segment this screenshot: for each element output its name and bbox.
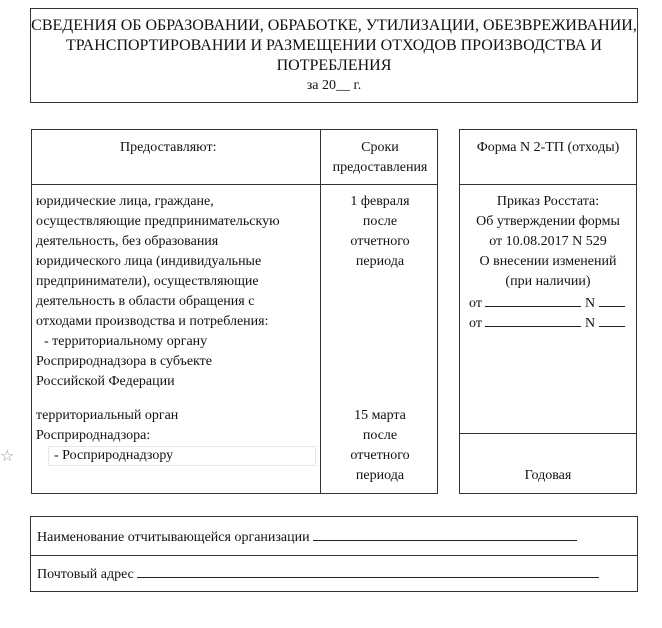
amendment-number-label: N bbox=[584, 316, 596, 331]
organization-box bbox=[30, 516, 638, 592]
deadline-text-line: 1 февраля bbox=[350, 194, 410, 209]
amendment-from-label: от bbox=[469, 316, 482, 331]
provider-text-line: - территориальному органу bbox=[44, 334, 208, 349]
form-title-line: СВЕДЕНИЯ ОБ ОБРАЗОВАНИИ, ОБРАБОТКЕ, УТИЛИЗАЦИИ, ОБЕЗВРЕЖИВАНИИ, bbox=[31, 17, 637, 34]
order-line: О внесении изменений bbox=[479, 254, 617, 269]
provider-text-line: Росприроднадзора в субъекте bbox=[36, 354, 212, 369]
provider-text-line: деятельность в области обращения с bbox=[36, 294, 255, 309]
periodicity: Годовая bbox=[524, 468, 572, 483]
order-line: Приказ Росстата: bbox=[496, 194, 600, 209]
header-divider bbox=[32, 184, 437, 185]
provider-text-line: Российской Федерации bbox=[36, 374, 175, 389]
amendment-number-field[interactable] bbox=[599, 292, 625, 307]
amendment-line bbox=[469, 312, 625, 334]
amendment-line bbox=[469, 292, 625, 314]
form-year: за 20__ г. bbox=[306, 78, 362, 93]
form-title bbox=[31, 16, 637, 96]
form-title-line: ТРАНСПОРТИРОВАНИИ И РАЗМЕЩЕНИИ ОТХОДОВ ПРОИЗВОДСТВА И bbox=[66, 37, 602, 54]
star-outline-icon[interactable]: ☆ bbox=[0, 446, 15, 465]
editable-field-outline bbox=[48, 446, 316, 466]
order-line: Об утверждении формы bbox=[476, 214, 620, 229]
amendment-date-field[interactable] bbox=[485, 312, 581, 327]
form-info-box bbox=[459, 129, 637, 494]
provider-text-line: юридического лица (индивидуальные bbox=[36, 254, 262, 269]
provider-text-line: территориальный орган bbox=[36, 408, 179, 423]
deadline-text-line: периода bbox=[355, 468, 405, 483]
provider-text-line: юридические лица, граждане, bbox=[36, 194, 214, 209]
provider-text-line: деятельность, без образования bbox=[36, 234, 219, 249]
provider-text-line: осуществляющие предпринимательскую bbox=[36, 214, 280, 229]
deadline-text-line: 15 марта bbox=[354, 408, 406, 423]
amendment-date-field[interactable] bbox=[485, 292, 581, 307]
amendment-from-label: от bbox=[469, 296, 482, 311]
order-line: от 10.08.2017 N 529 bbox=[489, 234, 607, 249]
provider-text-line: предприниматели), осуществляющие bbox=[36, 274, 259, 289]
deadline-text-line: после bbox=[362, 214, 398, 229]
deadline-text-line: отчетного bbox=[350, 448, 410, 463]
form-box-divider bbox=[460, 433, 636, 434]
providers-header: Предоставляют: bbox=[120, 140, 217, 155]
postal-address-label: Почтовый адрес bbox=[37, 567, 134, 582]
organization-name-row bbox=[37, 526, 577, 548]
deadline-text-line: после bbox=[362, 428, 398, 443]
postal-address-row bbox=[37, 563, 599, 585]
organization-name-field[interactable] bbox=[313, 526, 577, 541]
deadlines-header-line: Сроки bbox=[361, 140, 399, 155]
postal-address-field[interactable] bbox=[137, 563, 599, 578]
providers-table bbox=[31, 129, 438, 494]
organization-name-label: Наименование отчитывающейся организации bbox=[37, 530, 310, 545]
provider-text-line: Росприроднадзора: bbox=[36, 428, 151, 443]
deadlines-header-line: предоставления bbox=[332, 160, 428, 175]
form-title-line: ПОТРЕБЛЕНИЯ bbox=[276, 57, 392, 74]
form-name: Форма N 2-ТП (отходы) bbox=[476, 140, 620, 155]
organization-divider bbox=[31, 555, 637, 556]
form-box-divider bbox=[460, 184, 636, 185]
deadline-text-line: периода bbox=[355, 254, 405, 269]
deadline-text-line: отчетного bbox=[350, 234, 410, 249]
amendment-number-label: N bbox=[584, 296, 596, 311]
order-line: (при наличии) bbox=[505, 274, 591, 289]
amendment-number-field[interactable] bbox=[599, 312, 625, 327]
form-title-box bbox=[30, 8, 638, 103]
provider-text-line: - Росприроднадзору bbox=[54, 448, 174, 463]
provider-text-line: отходами производства и потребления: bbox=[36, 314, 269, 329]
